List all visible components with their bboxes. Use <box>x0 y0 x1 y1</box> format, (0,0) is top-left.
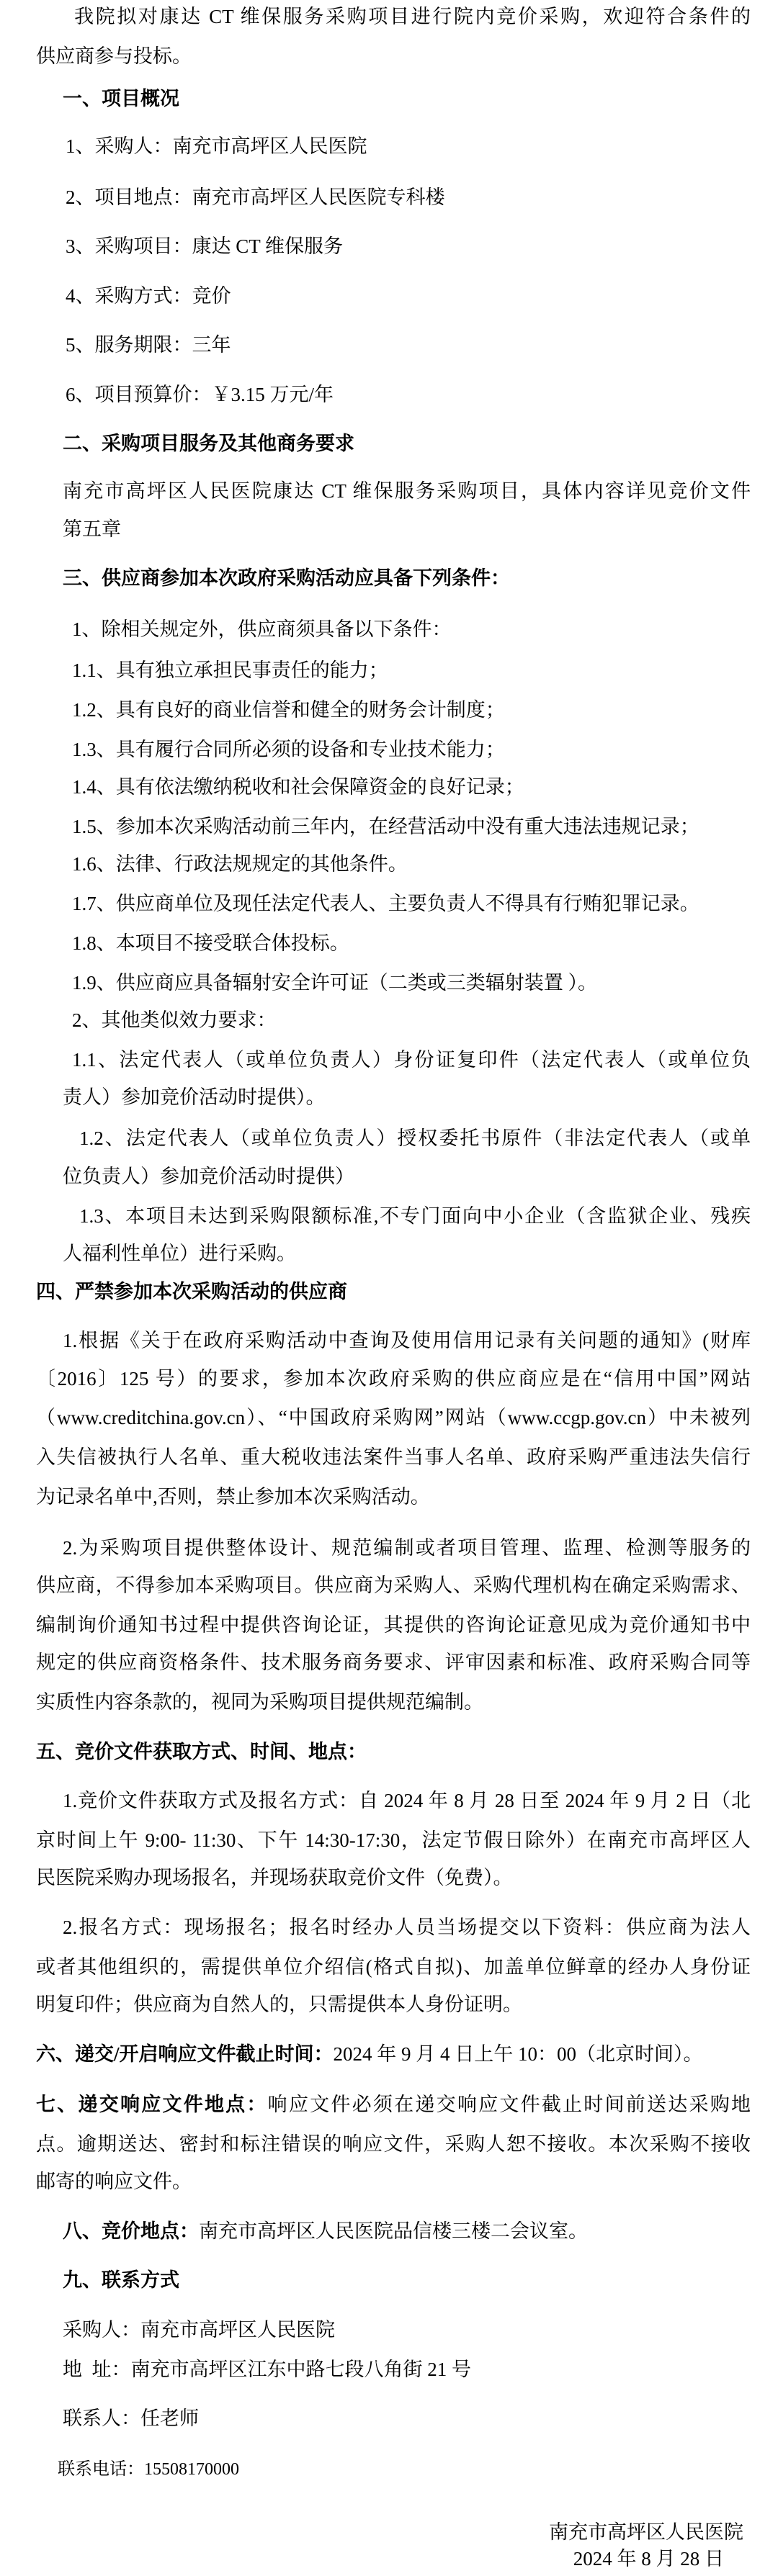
submission-text: 响应文件必须在递交响应文件截止时间前送达采购地 <box>267 2094 751 2115</box>
other-requirement-line: 1.3、本项目未达到采购限额标准,不专门面向中小企业（含监狱企业、残疾 <box>79 1205 751 1227</box>
service-line: 南充市高坪区人民医院康达 CT 维保服务采购项目，具体内容详见竞价文件 <box>63 480 751 502</box>
prohibited-paragraph-line: 供应商，不得参加本采购项目。供应商为采购人、采购代理机构在确定采购需求、 <box>36 1575 751 1596</box>
venue-label: 八、竞价地点： <box>63 2220 199 2242</box>
overview-item-period: 5、服务期限：三年 <box>66 334 231 356</box>
prohibited-paragraph-line: 1.根据《关于在政府采购活动中查询及使用信用记录有关问题的通知》(财库 <box>63 1330 751 1351</box>
signature-date: 2024 年 8 月 28 日 <box>573 2548 724 2570</box>
section-heading-prohibited: 四、严禁参加本次采购活动的供应商 <box>36 1281 347 1302</box>
other-requirement-line: 人福利性单位）进行采购。 <box>63 1243 296 1264</box>
section-heading-overview: 一、项目概况 <box>63 88 179 109</box>
other-requirement-line: 1.2、法定代表人（或单位负责人）授权委托书原件（非法定代表人（或单 <box>79 1127 751 1149</box>
prohibited-paragraph-line: 入失信被执行人名单、重大税收违法案件当事人名单、政府采购严重违法失信行 <box>36 1446 751 1468</box>
bidding-docs-line: 或者其他组织的，需提供单位介绍信(格式自拟)、加盖单位鲜章的经办人身份证 <box>36 1956 751 1978</box>
bidding-docs-line: 民医院采购办现场报名，并现场获取竞价文件（免费）。 <box>36 1867 513 1888</box>
submission-label: 七、递交响应文件地点： <box>36 2094 268 2115</box>
bidding-docs-line: 明复印件；供应商为自然人的，只需提供本人身份证明。 <box>36 1994 522 2015</box>
intro-line: 供应商参与投标。 <box>36 45 192 67</box>
section-heading-bidding-docs: 五、竞价文件获取方式、时间、地点： <box>36 1741 367 1762</box>
qualification-item: 1.6、法律、行政法规规定的其他条件。 <box>72 853 408 875</box>
overview-item-location: 2、项目地点：南充市高坪区人民医院专科楼 <box>66 186 445 208</box>
qualification-item: 1.3、具有履行合同所必须的设备和专业技术能力； <box>72 739 505 760</box>
prohibited-paragraph-line: 为记录名单中,否则，禁止参加本次采购活动。 <box>36 1486 430 1508</box>
overview-item-budget: 6、项目预算价：￥3.15 万元/年 <box>66 384 334 405</box>
qualification-item: 1.9、供应商应具备辐射安全许可证（二类或三类辐射装置 ）。 <box>72 972 597 994</box>
deadline-line <box>36 2041 703 2067</box>
qualification-item: 1.5、参加本次采购活动前三年内，在经营活动中没有重大违法违规记录； <box>72 816 699 837</box>
contact-phone: 联系电话：15508170000 <box>58 2460 239 2479</box>
venue-line <box>63 2218 588 2244</box>
qualification-item: 1.1、具有独立承担民事责任的能力； <box>72 659 388 681</box>
contact-person: 联系人：任老师 <box>63 2408 199 2429</box>
prohibited-paragraph-line: （www.creditchina.gov.cn）、“中国政府采购网”网站（www.ccgp.gov.cn）中未被列 <box>36 1407 751 1428</box>
qualifications-general-title: 1、除相关规定外，供应商须具备以下条件： <box>72 618 452 640</box>
overview-item-purchaser: 1、采购人：南充市高坪区人民医院 <box>66 135 367 157</box>
prohibited-paragraph-line: 编制询价通知书过程中提供咨询论证，其提供的咨询论证意见成为竞价通知书中 <box>36 1614 751 1636</box>
intro-line: 我院拟对康达 CT 维保服务采购项目进行院内竞价采购，欢迎符合条件的 <box>74 6 751 27</box>
bidding-docs-line: 1.竞价文件获取方式及报名方式：自 2024 年 8 月 28 日至 2024 年 9 月 2 日（北 <box>63 1790 751 1811</box>
service-line: 第五章 <box>63 518 121 540</box>
bidding-docs-line: 京时间上午 9:00- 11:30、下午 14:30-17:30，法定节假日除外）在南充市高坪区人 <box>36 1829 751 1851</box>
bidding-docs-line: 2.报名方式：现场报名；报名时经办人员当场提交以下资料：供应商为法人 <box>63 1917 751 1938</box>
deadline-label: 六、递交/开启响应文件截止时间： <box>36 2043 334 2065</box>
prohibited-paragraph-line: 规定的供应商资格条件、技术服务商务要求、评审因素和标准、政府采购合同等 <box>36 1652 751 1673</box>
submission-line: 邮寄的响应文件。 <box>36 2171 192 2192</box>
section-heading-service: 二、采购项目服务及其他商务要求 <box>63 433 354 454</box>
qualification-item: 1.2、具有良好的商业信誉和健全的财务会计制度； <box>72 699 505 721</box>
qualification-item: 1.8、本项目不接受联合体投标。 <box>72 932 349 954</box>
qualification-item: 1.4、具有依法缴纳税收和社会保障资金的良好记录； <box>72 776 524 798</box>
other-requirement-line: 位负责人）参加竞价活动时提供） <box>63 1166 354 1187</box>
prohibited-paragraph-line: 〔2016〕125 号）的要求，参加本次政府采购的供应商应是在“信用中国”网站 <box>36 1368 751 1390</box>
contact-purchaser: 采购人：南充市高坪区人民医院 <box>63 2319 335 2341</box>
prohibited-paragraph-line: 2.为采购项目提供整体设计、规范编制或者项目管理、监理、检测等服务的 <box>63 1537 751 1559</box>
other-requirement-line: 责人）参加竞价活动时提供）。 <box>63 1086 326 1108</box>
prohibited-paragraph-line: 实质性内容条款的，视同为采购项目提供规范编制。 <box>36 1691 483 1713</box>
section-heading-contact: 九、联系方式 <box>63 2269 179 2291</box>
other-requirement-line: 1.1、法定代表人（或单位负责人）身份证复印件（法定代表人（或单位负 <box>72 1049 751 1071</box>
qualifications-other-title: 2、其他类似效力要求： <box>72 1009 277 1031</box>
deadline-text: 2024 年 9 月 4 日上午 10：00（北京时间）。 <box>333 2043 703 2065</box>
contact-address: 地 址：南充市高坪区江东中路七段八角街 21 号 <box>63 2359 471 2380</box>
signature-org: 南充市高坪区人民医院 <box>549 2521 743 2543</box>
submission-line: 点。逾期送达、密封和标注错误的响应文件，采购人恕不接收。本次采购不接收 <box>36 2133 751 2155</box>
section-heading-qualifications: 三、供应商参加本次政府采购活动应具备下列条件： <box>63 567 510 589</box>
overview-item-method: 4、采购方式：竞价 <box>66 285 231 307</box>
qualification-item: 1.7、供应商单位及现任法定代表人、主要负责人不得具有行贿犯罪记录。 <box>72 893 699 914</box>
venue-text: 南充市高坪区人民医院品信楼三楼二会议室。 <box>199 2220 588 2242</box>
overview-item-project: 3、采购项目：康达 CT 维保服务 <box>66 235 344 257</box>
submission-line <box>36 2091 751 2117</box>
